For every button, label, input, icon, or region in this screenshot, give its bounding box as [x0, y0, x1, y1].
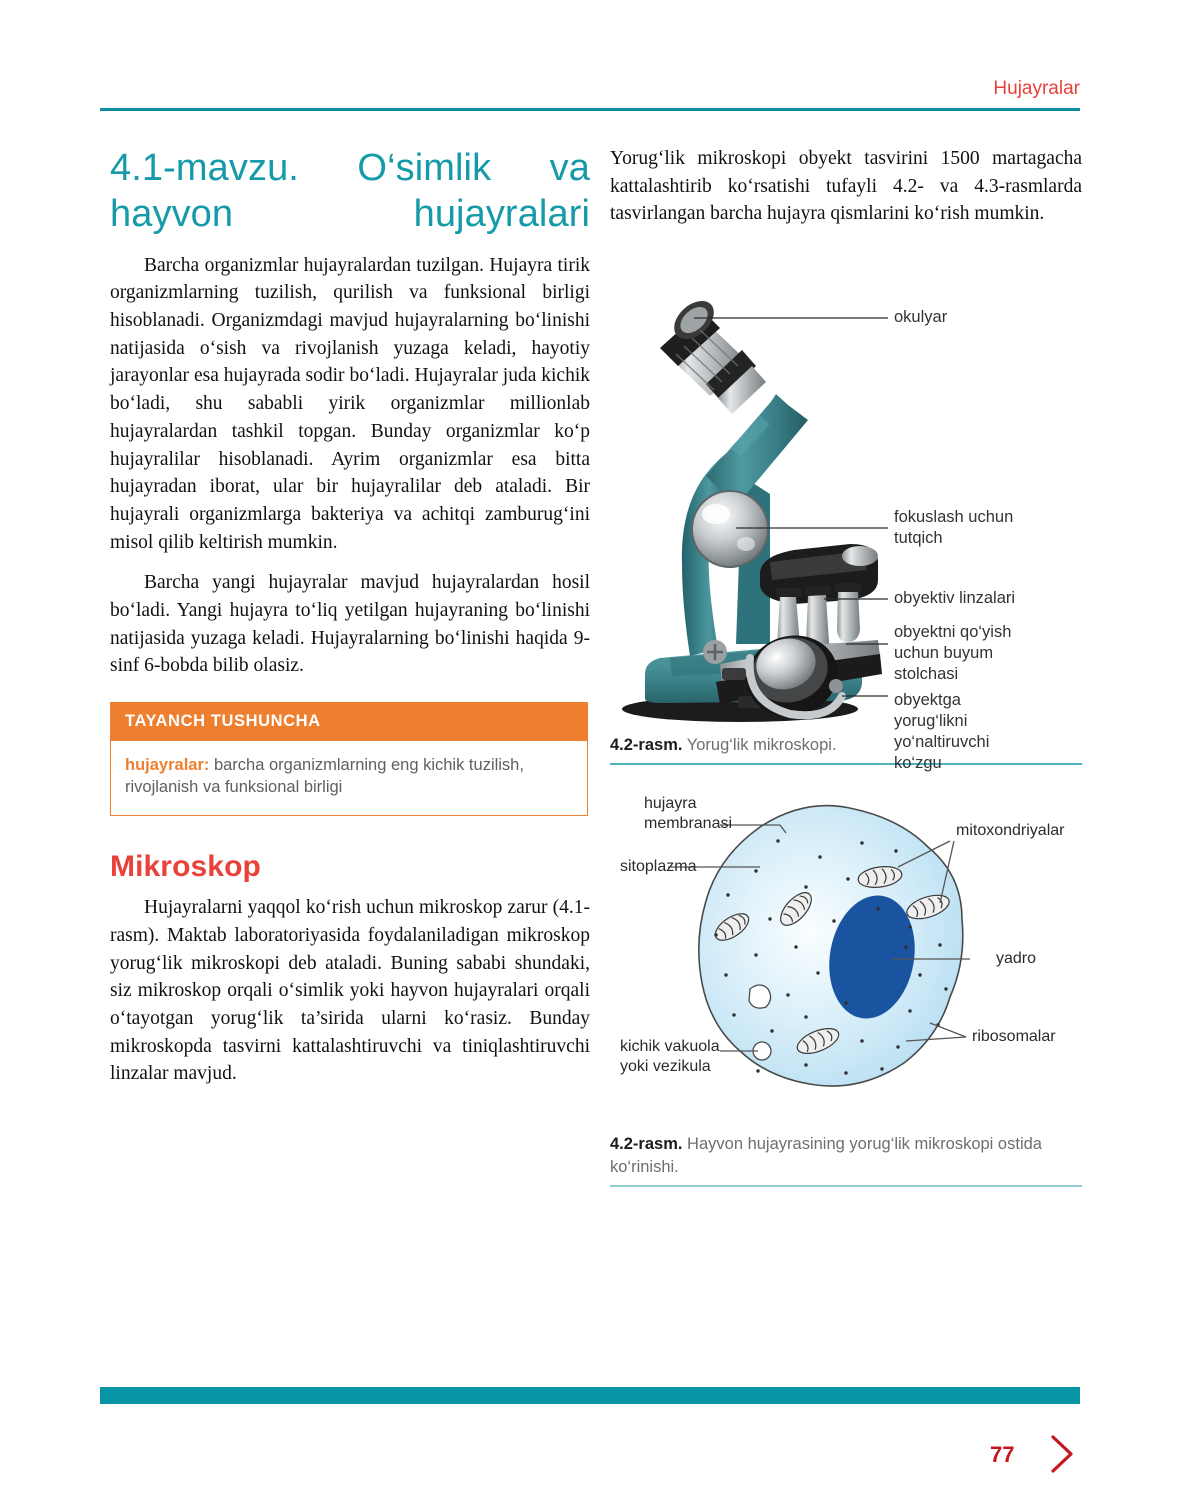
label-mitoxondriyalar: mitoxondriyalar — [956, 822, 1065, 840]
footer-bar — [100, 1387, 1080, 1404]
label-hujayra-membranasi: hujayra membranasi — [644, 795, 733, 833]
paragraph-1: Barcha organizmlar hujayralardan tuzilgan. Hujayra tirik organizmlarning tuzilish, qurilish va funksional birligi hisoblanadi. Organizmdagi mavjud hujayralarning bo‘linishi natijasida o‘sish va rivojlanish yuzaga keladi, hayotiy jarayonlar esa hujayrada sodir bo‘ladi. Hujayralar juda kichik bo‘ladi, shu sababli yirik organizmlar millionlab hujayralardan tashkil topgan. Bunday organizmlar ko‘p hujayralilar hisoblanadi. Ayrim organizmlar esa bitta hujayradan iborat, ular bir hujayralilar deb ataladi. Bir hujayrali organizmlarga bakteriya va achitqi zamburug‘ini misol qilib keltirish mumkin. — [110, 254, 590, 553]
label-kozgu: obyektga yorug‘likni yo‘naltiruvchi ko‘zgu — [894, 691, 990, 773]
caption-rule-microscope — [610, 763, 1082, 765]
key-concept-definition: barcha organizmlarning eng kichik tuzilish, rivojlanish va funksional birligi — [125, 756, 524, 797]
figure-caption-cell-text: Hayvon hujayrasining yorug‘lik mikroskopi ostida ko‘rinishi. — [610, 1135, 1042, 1176]
right-column — [610, 145, 1082, 1187]
key-concept-box — [110, 702, 588, 816]
right-intro-paragraph: Yorug‘lik mikroskopi obyekt tasvirini 1500 martagacha kattalashtirib ko‘rsatishi tufayli 4.2- va 4.3-rasmlarda tasvirlangan barcha hujayra qismlarini ko‘rish mumkin. — [610, 148, 1082, 225]
label-yadro: yadro — [996, 950, 1037, 968]
key-concept-heading: TAYANCH TUSHUNCHA — [111, 703, 587, 741]
paragraph-3: Hujayralarni yaqqol ko‘rish uchun mikroskop zarur (4.1-rasm). Maktab laboratoriyasida foydalaniladigan mikroskop yorug‘lik mikroskopi deb ataladi. Buning sababi shundaki, siz mikroskop orqali o‘simlik yoki hayvon hujayralari orqali o‘tayotgan yorug‘lik ta’sirida ularni ko‘rasiz. Bunday mikroskopda tasvirni kattalashtiruvchi va tiniqlashtiruvchi linzalar mavjud. — [110, 897, 590, 1085]
caption-rule-cell — [610, 1185, 1082, 1187]
vacuole — [749, 985, 771, 1008]
page-title: 4.1-mavzu. O‘simlik va hayvon hujayralari — [110, 147, 590, 236]
figure-caption-cell — [610, 1133, 1082, 1185]
header-rule — [100, 108, 1080, 111]
cell-figure — [610, 779, 1082, 1119]
label-buyum-stolchasi: obyektni qo‘yish uchun buyum stolchasi — [894, 623, 1012, 684]
section-heading-mikroskop: Mikroskop — [110, 850, 261, 884]
left-column — [110, 145, 590, 1101]
figure-caption-microscope-number: 4.2-rasm. — [610, 736, 683, 755]
label-kichik-vakuola: kichik vakuola yoki vezikula — [620, 1038, 720, 1076]
key-concept-body — [111, 741, 587, 815]
figure-caption-microscope — [610, 734, 1082, 763]
next-page-chevron-icon[interactable] — [1045, 1432, 1079, 1476]
label-fokuslash-tutqich: fokuslash uchun tutqich — [894, 508, 1014, 548]
label-sitoplazma: sitoplazma — [620, 858, 697, 876]
figure-caption-cell-number: 4.2-rasm. — [610, 1135, 683, 1154]
paragraph-2: Barcha yangi hujayralar mavjud hujayralardan hosil bo‘ladi. Yangi hujayra to‘liq yetilgan hujayraning bo‘linishi natijasida yuzaga keladi. Hujayralarning bo‘linishi haqida 9-sinf 6-bobda bilib olasiz. — [110, 572, 590, 677]
label-obyektiv-linzalari: obyektiv linzalari — [894, 589, 1016, 608]
figure-caption-microscope-text: Yorug‘lik mikroskopi. — [682, 736, 837, 755]
page-number: 77 — [990, 1442, 1015, 1467]
label-ribosomalar: ribosomalar — [972, 1028, 1056, 1046]
label-okulyar: okulyar — [894, 308, 948, 327]
key-concept-term: hujayralar: — [125, 756, 210, 775]
running-head: Hujayralar — [993, 78, 1080, 99]
